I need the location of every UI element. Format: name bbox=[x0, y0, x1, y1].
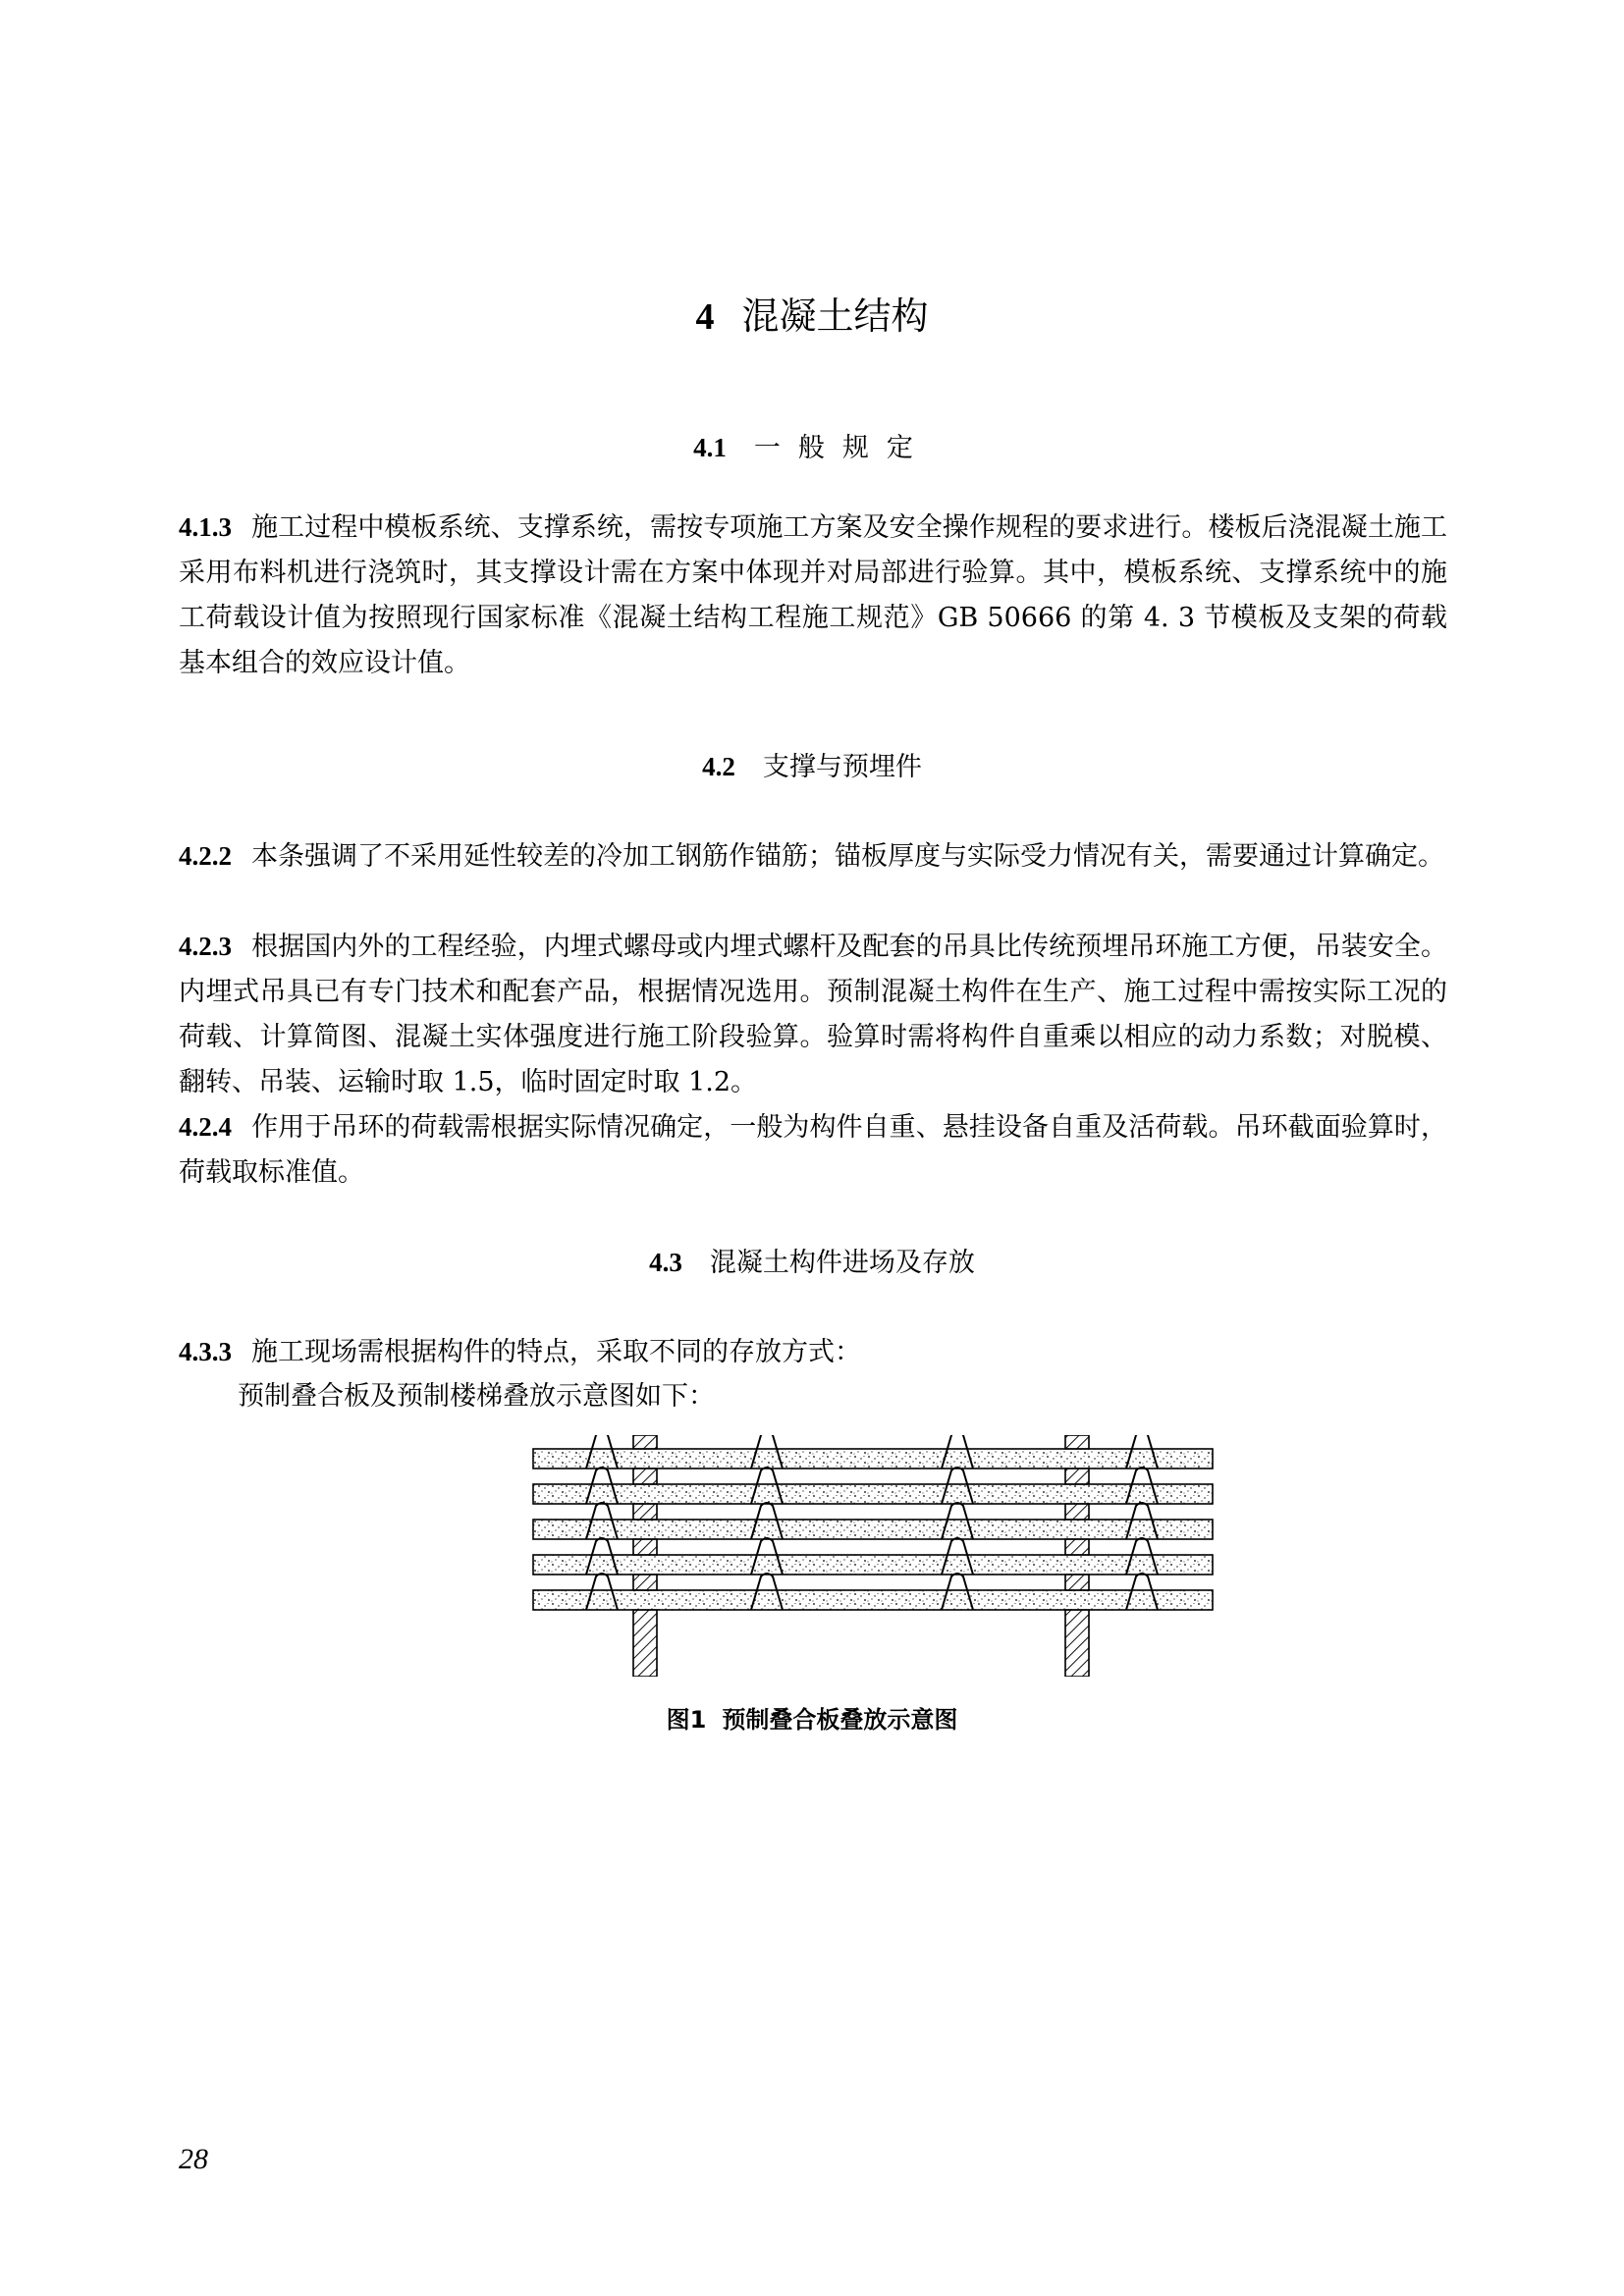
section-title: 一般规定 bbox=[753, 433, 931, 463]
precast-slab bbox=[533, 1590, 1213, 1610]
chapter-title bbox=[0, 291, 1624, 343]
chapter-title-text: 混凝土结构 bbox=[741, 294, 929, 338]
clause-4-2-3 bbox=[179, 924, 1447, 1105]
clause-4-2-4 bbox=[179, 1104, 1447, 1196]
precast-slab bbox=[533, 1555, 1213, 1575]
timber-spacer bbox=[633, 1539, 657, 1555]
figure-caption bbox=[0, 1704, 1624, 1735]
clause-4-3-3 bbox=[179, 1329, 1447, 1375]
clause-number: 4.1.3 bbox=[179, 512, 232, 542]
section-heading-4-3 bbox=[0, 1245, 1624, 1281]
figure-intro: 预制叠合板及预制楼梯叠放示意图如下： bbox=[238, 1381, 715, 1412]
slabs-layer bbox=[533, 1435, 1213, 1677]
slab-stacking-diagram bbox=[523, 1435, 1222, 1677]
section-number: 4.3 bbox=[649, 1248, 682, 1277]
section-number: 4.1 bbox=[693, 433, 727, 462]
clause-text: 施工现场需根据构件的特点，采取不同的存放方式： bbox=[251, 1337, 861, 1367]
clause-number: 4.2.4 bbox=[179, 1112, 232, 1142]
timber-spacer bbox=[1065, 1435, 1089, 1449]
clause-text: 作用于吊环的荷载需根据实际情况确定，一般为构件自重、悬挂设备自重及活荷载。吊环截面验算时，荷载取标准值。 bbox=[179, 1112, 1447, 1188]
clause-text: 根据国内外的工程经验，内埋式螺母或内埋式螺杆及配套的吊具比传统预埋吊环施工方便，吊装安全。内埋式吊具已有专门技术和配套产品，根据情况选用。预制混凝土构件在生产、施工过程中需按实际工况的荷载、计算简图、混凝土实体强度进行施工阶段验算。验算时需将构件自重乘以相应的动力系数；对脱模、翻转、吊装、运输时取 1.5，临时固定时取 1.2。 bbox=[179, 932, 1447, 1097]
timber-spacer bbox=[1065, 1504, 1089, 1520]
precast-slab bbox=[533, 1484, 1213, 1504]
timber-spacer bbox=[633, 1610, 657, 1677]
section-heading-4-2 bbox=[0, 749, 1624, 785]
clause-number: 4.2.2 bbox=[179, 841, 232, 871]
clause-number: 4.3.3 bbox=[179, 1337, 232, 1366]
clause-number: 4.2.3 bbox=[179, 932, 232, 961]
chapter-number: 4 bbox=[695, 296, 715, 338]
figure-label: 图1 bbox=[666, 1706, 707, 1734]
clause-text: 本条强调了不采用延性较差的冷加工钢筋作锚筋；锚板厚度与实际受力情况有关，需要通过计算确定。 bbox=[251, 841, 1444, 872]
timber-spacer bbox=[1065, 1610, 1089, 1677]
precast-slab bbox=[533, 1449, 1213, 1468]
section-title: 支撑与预埋件 bbox=[762, 752, 922, 782]
section-number: 4.2 bbox=[702, 752, 735, 781]
timber-spacer bbox=[633, 1504, 657, 1520]
section-title: 混凝土构件进场及存放 bbox=[709, 1248, 975, 1278]
precast-slab bbox=[533, 1520, 1213, 1539]
timber-spacer bbox=[633, 1435, 657, 1449]
clause-text: 施工过程中模板系统、支撑系统，需按专项施工方案及安全操作规程的要求进行。楼板后浇混凝土施工采用布料机进行浇筑时，其支撑设计需在方案中体现并对局部进行验算。其中，模板系统、支撑系统中的施工荷载设计值为按照现行国家标准《混凝土结构工程施工规范》GB 50666 的第 4. 3 节模板及支架的荷载基本组合的效应设计值。 bbox=[179, 512, 1447, 678]
timber-spacer bbox=[633, 1468, 657, 1484]
clause-4-2-2 bbox=[179, 833, 1447, 880]
timber-spacer bbox=[1065, 1468, 1089, 1484]
clause-4-1-3 bbox=[179, 505, 1447, 686]
figure-caption-text: 预制叠合板叠放示意图 bbox=[722, 1706, 958, 1734]
timber-spacer bbox=[1065, 1575, 1089, 1590]
page-number: 28 bbox=[179, 2143, 208, 2175]
timber-spacer bbox=[633, 1575, 657, 1590]
section-heading-4-1 bbox=[0, 430, 1624, 466]
timber-spacer bbox=[1065, 1539, 1089, 1555]
